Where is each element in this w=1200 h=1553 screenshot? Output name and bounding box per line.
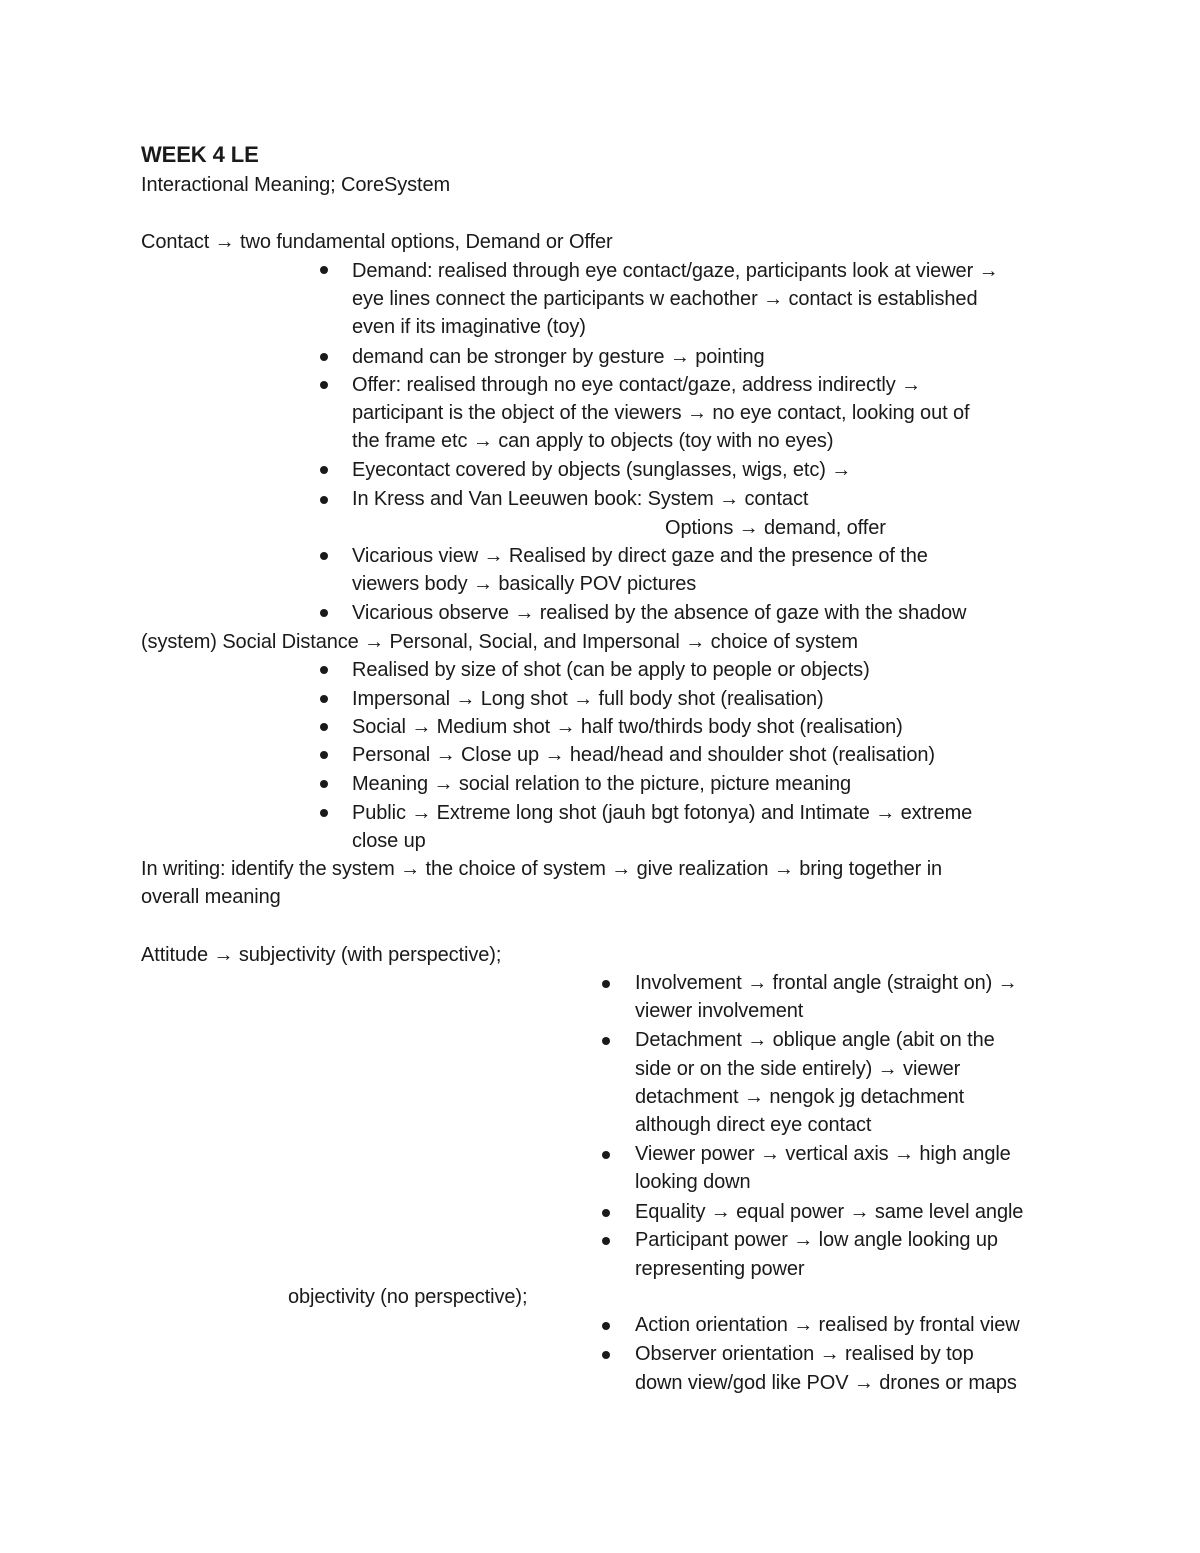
bullet-line: side or on the side entirely) → viewer	[635, 1058, 961, 1080]
bullet-line: Participant power → low angle looking up	[635, 1229, 998, 1251]
attitude-heading: Attitude → subjectivity (with perspective);	[141, 944, 502, 966]
bullet-dot	[320, 695, 328, 703]
bullet-dot	[320, 780, 328, 788]
bullet-line: viewers body → basically POV pictures	[352, 573, 697, 595]
bullet-line: Detachment → oblique angle (abit on the	[635, 1029, 995, 1051]
bullet-dot	[320, 266, 328, 274]
bullet-dot	[320, 609, 328, 617]
bullet-line: Personal → Close up → head/head and shoulder shot (realisation)	[352, 744, 935, 766]
bullet-dot	[602, 1151, 610, 1159]
bullet-line: Viewer power → vertical axis → high angle	[635, 1143, 1011, 1165]
bullet-line: detachment → nengok jg detachment	[635, 1086, 965, 1108]
bullet-line: Equality → equal power → same level angle	[635, 1201, 1024, 1223]
bullet-line: Impersonal → Long shot → full body shot (realisation)	[352, 688, 824, 710]
bullet-dot	[602, 1351, 610, 1359]
bullet-line: Public → Extreme long shot (jauh bgt fotonya) and Intimate → extreme	[352, 802, 973, 824]
bullet-dot	[320, 381, 328, 389]
bullet-line: participant is the object of the viewers → no eye contact, looking out of	[352, 402, 970, 424]
bullet-line: Demand: realised through eye contact/gaze, participants look at viewer →	[352, 260, 999, 282]
bullet-line: Offer: realised through no eye contact/gaze, address indirectly →	[352, 374, 921, 396]
writing-line: overall meaning	[141, 886, 281, 908]
bullet-line: although direct eye contact	[635, 1114, 872, 1136]
bullet-line: Meaning → social relation to the picture, picture meaning	[352, 773, 852, 795]
bullet-dot	[602, 1209, 610, 1217]
bullet-dot	[320, 552, 328, 560]
bullet-dot	[320, 666, 328, 674]
writing-line: In writing: identify the system → the choice of system → give realization → bring together in	[141, 858, 943, 880]
bullet-line: close up	[352, 830, 426, 852]
bullet-line: viewer involvement	[635, 1000, 804, 1022]
options-line: Options → demand, offer	[665, 517, 886, 539]
bullet-line: eye lines connect the participants w eachother → contact is established	[352, 288, 978, 310]
bullet-line: looking down	[635, 1171, 751, 1193]
bullet-dot	[320, 723, 328, 731]
bullet-dot	[320, 809, 328, 817]
bullet-dot	[602, 1237, 610, 1245]
bullet-dot	[320, 496, 328, 504]
bullet-line: In Kress and Van Leeuwen book: System → contact	[352, 488, 809, 510]
bullet-line: Involvement → frontal angle (straight on) →	[635, 972, 1018, 994]
doc-title: WEEK 4 LE	[141, 142, 259, 167]
bullet-dot	[320, 466, 328, 474]
bullet-dot	[602, 1322, 610, 1330]
doc-subtitle: Interactional Meaning; CoreSystem	[141, 174, 451, 196]
objectivity-heading: objectivity (no perspective);	[288, 1286, 528, 1308]
bullet-line: Vicarious view → Realised by direct gaze and the presence of the	[352, 545, 928, 567]
social-heading: (system) Social Distance → Personal, Social, and Impersonal → choice of system	[141, 631, 858, 653]
bullet-line: Realised by size of shot (can be apply to people or objects)	[352, 659, 870, 681]
bullet-line: the frame etc → can apply to objects (toy with no eyes)	[352, 430, 834, 452]
bullet-dot	[320, 751, 328, 759]
contact-heading: Contact → two fundamental options, Demand or Offer	[141, 231, 613, 253]
bullet-line: Action orientation → realised by frontal view	[635, 1314, 1020, 1336]
bullet-line: Eyecontact covered by objects (sunglasses, wigs, etc) →	[352, 459, 852, 481]
bullet-dot	[602, 980, 610, 988]
bullet-line: demand can be stronger by gesture → pointing	[352, 346, 765, 368]
bullet-line: representing power	[635, 1258, 805, 1280]
bullet-line: Social → Medium shot → half two/thirds body shot (realisation)	[352, 716, 903, 738]
bullet-dot	[602, 1037, 610, 1045]
bullet-line: even if its imaginative (toy)	[352, 316, 586, 338]
bullet-line: Vicarious observe → realised by the absence of gaze with the shadow	[352, 602, 967, 624]
bullet-dot	[320, 353, 328, 361]
bullet-line: Observer orientation → realised by top	[635, 1343, 974, 1365]
bullet-line: down view/god like POV → drones or maps	[635, 1372, 1017, 1394]
